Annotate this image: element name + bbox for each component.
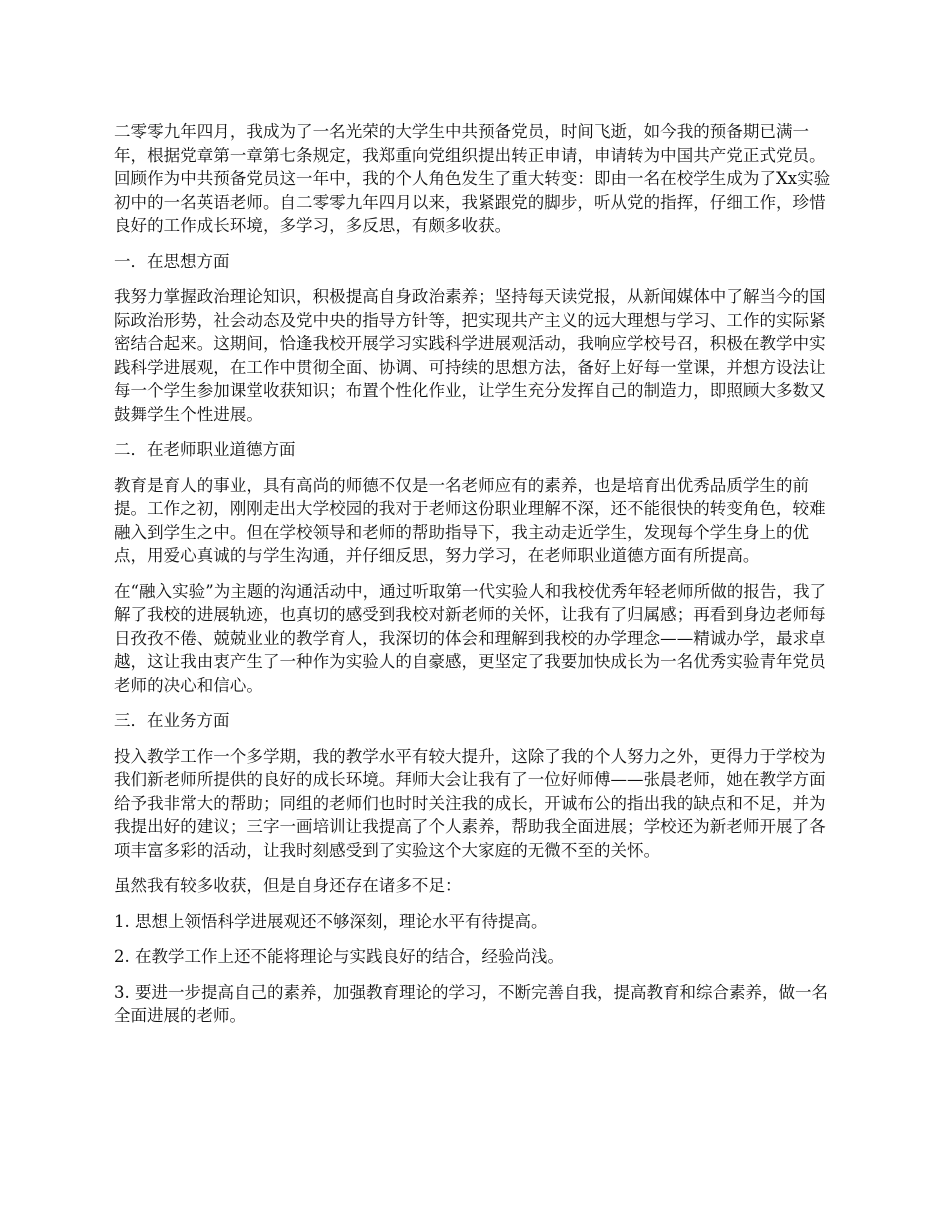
section-heading-ethics: 二．在老师职业道德方面 xyxy=(114,440,296,459)
section-body-ethics-2: 在“融入实验”为主题的沟通活动中，通过听取第一代实验人和我校优秀年轻老师所做的报告，我了解了我校的进展轨迹，也真切的感受到我校对新老师的关怀，让我有了归属感；再看到身边老师每日孜孜不倦、兢兢业业的教学育人，我深切的体会和理解到我校的办学理念——精诚办学，最求卓越，这让我由衷产生了一种作为实验人的自豪感，更坚定了我要加快成长为一名优秀实验青年党员老师的决心和信心。 xyxy=(114,581,827,695)
document-page xyxy=(114,120,839,1040)
shortcoming-item: 1. 思想上领悟科学进展观还不够深刻，理论水平有待提高。 xyxy=(114,911,548,931)
shortcomings-intro: 虽然我有较多收获，但是自身还存在诸多不足： xyxy=(114,876,462,895)
shortcoming-item: 3. 要进一步提高自己的素养，加强教育理论的学习，不断完善自我，提高教育和综合素养，做一名全面进展的老师。 xyxy=(114,982,828,1025)
section-heading-thought: 一．在思想方面 xyxy=(114,251,230,271)
shortcoming-item: 2. 在教学工作上还不能将理论与实践良好的结合，经验尚浅。 xyxy=(114,947,564,966)
section-body-ethics-1: 教育是育人的事业，具有高尚的师德不仅是一名老师应有的素养，也是培育出优秀品质学生的前提。工作之初，刚刚走出大学校园的我对于老师这份职业理解不深，还不能很快的转变角色，较难融入到学生之中。但在学校领导和老师的帮助指导下，我主动走近学生，发现每个学生身上的优点，用爱心真诚的与学生沟通，并仔细反思，努力学习，在老师职业道德方面有所提高。 xyxy=(114,475,826,565)
section-body-thought: 我努力掌握政治理论知识，积极提高自身政治素养；坚持每天读党报，从新闻媒体中了解当今的国际政治形势，社会动态及党中央的指导方针等，把实现共产主义的远大理想与学习、工作的实际紧密结合起来。这期间，恰逢我校开展学习实践科学进展观活动，我响应学校号召，积极在教学中实践科学进展观，在工作中贯彻全面、协调、可持续的思想方法，备好上好每一堂课，并想方设法让每一个学生参加课堂收获知识；布置个性化作业，让学生充分发挥自己的制造力，即照顾大多数又鼓舞学生个性进展。 xyxy=(114,287,826,424)
section-heading-business: 三．在业务方面 xyxy=(114,711,230,730)
intro-paragraph: 二零零九年四月，我成为了一名光荣的大学生中共预备党员，时间飞逝，如今我的预备期已满一年，根据党章第一章第七条规定，我郑重向党组织提出转正申请，申请转为中国共产党正式党员。回顾作为中共预备党员这一年中，我的个人角色发生了重大转变：即由一名在校学生成为了Xx实验初中的一名英语老师。自二零零九年四月以来，我紧跟党的脚步，听从党的指挥，仔细工作，珍惜良好的工作成长环境，多学习，多反思，有颇多收获。 xyxy=(114,122,831,235)
section-body-business: 投入教学工作一个多学期，我的教学水平有较大提升，这除了我的个人努力之外，更得力于学校为我们新老师所提供的良好的成长环境。拜师大会让我有了一位好师傅——张晨老师，她在教学方面给予我非常大的帮助；同组的老师们也时时关注我的成长，开诚布公的指出我的缺点和不足，并为我提出好的建议；三字一画培训让我提高了个人素养，帮助我全面进展；学校还为新老师开展了各项丰富多彩的活动，让我时刻感受到了实验这个大家庭的无微不至的关怀。 xyxy=(114,746,826,860)
